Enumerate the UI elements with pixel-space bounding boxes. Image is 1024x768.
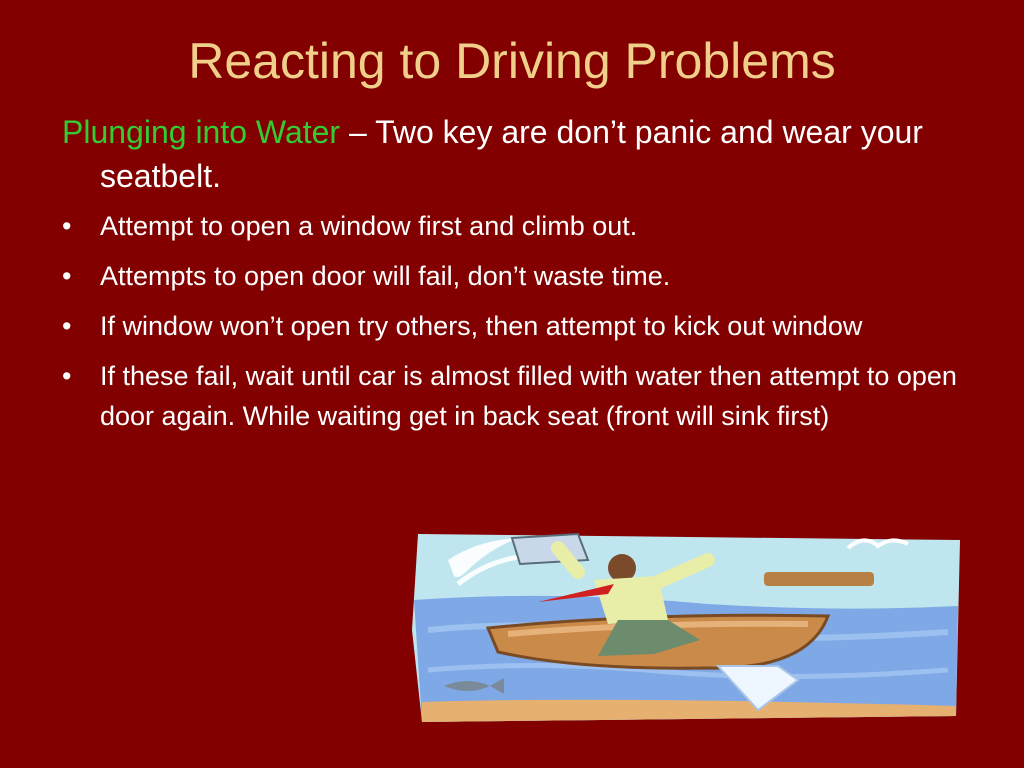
bullet-list xyxy=(62,206,982,436)
bullet-icon: • xyxy=(62,211,72,241)
bullet-text: Attempt to open a window first and climb out. xyxy=(100,211,638,241)
lead-text: – Two key are don’t panic and wear your seatbelt. xyxy=(100,114,923,194)
bullet-text: If window won’t open try others, then attempt to kick out window xyxy=(100,311,863,341)
man-in-sinking-boat-illustration xyxy=(408,520,964,726)
bullet-item xyxy=(62,206,982,246)
lead-paragraph xyxy=(62,110,982,198)
bullet-icon: • xyxy=(62,311,72,341)
slide-content xyxy=(62,110,982,446)
lead-highlight: Plunging into Water xyxy=(62,114,341,150)
bullet-icon: • xyxy=(62,261,72,291)
bullet-item xyxy=(62,356,982,436)
raft-icon xyxy=(764,572,874,586)
bullet-item xyxy=(62,256,982,296)
bullet-text: If these fail, wait until car is almost filled with water then attempt to open door again. While waiting get in back seat (front will sink first) xyxy=(100,361,957,431)
bullet-text: Attempts to open door will fail, don’t waste time. xyxy=(100,261,671,291)
bullet-item xyxy=(62,306,982,346)
slide-title: Reacting to Driving Problems xyxy=(188,33,836,89)
bullet-icon: • xyxy=(62,361,72,391)
